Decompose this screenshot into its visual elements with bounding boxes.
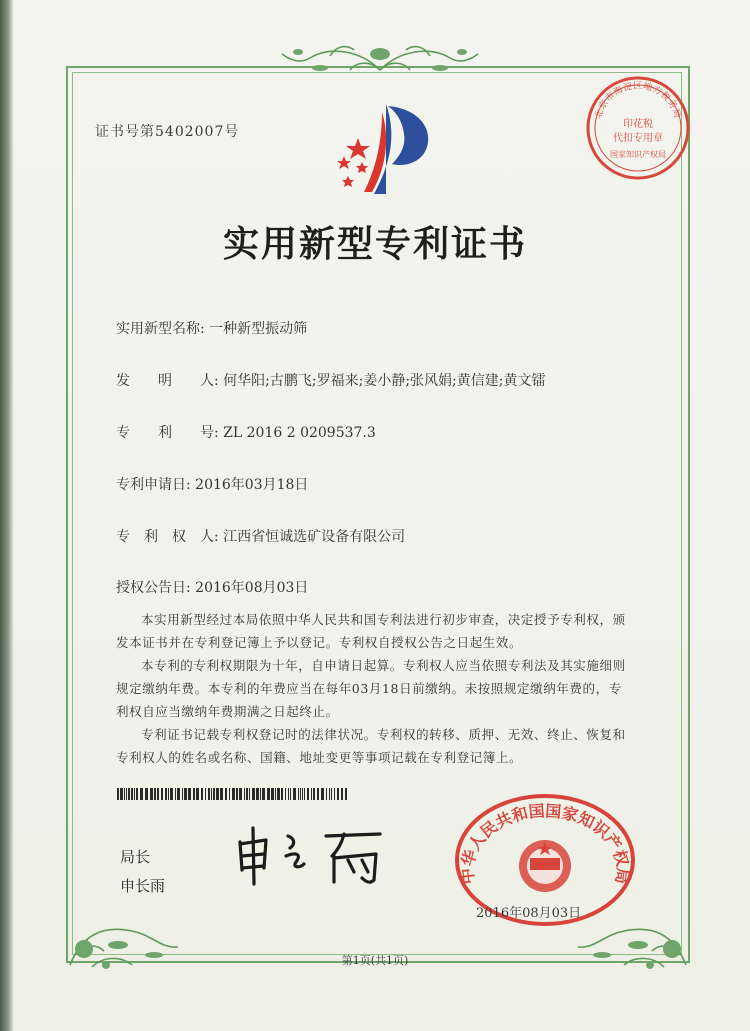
seal-date: 2016年08月03日	[476, 906, 582, 921]
body-line: 利权自应当缴纳年费期满之日起终止。	[116, 704, 339, 719]
field-value: 何华阳;古鹏飞;罗福来;姜小静;张风娟;黄信建;黄文镭	[223, 373, 546, 389]
barcode	[117, 788, 349, 800]
page-number: 第1页(共1页)	[341, 954, 409, 967]
field-label: 授权公告日:	[116, 580, 191, 596]
certificate-number: 证书号第5402007号	[95, 124, 240, 140]
field-value: 2016年08月03日	[195, 580, 309, 596]
body-line: 本专利的专利权期限为十年，自申请日起算。专利权人应当依照专利法及其实施细则	[141, 658, 626, 673]
field-value: 江西省恒诚选矿设备有限公司	[223, 529, 406, 545]
body-line: 专利证书记载专利权登记时的法律状况。专利权的转移、质押、无效、终止、恢复和	[141, 727, 626, 742]
body-line: 本实用新型经过本局依照中华人民共和国专利法进行初步审查，决定授予专利权，颁	[141, 612, 626, 627]
field-patentee	[116, 526, 405, 546]
field-utility-model-name	[116, 318, 307, 338]
tax-stamp-line3: 国家知识产权局	[610, 150, 666, 159]
tax-stamp-line2: 代扣专用章	[613, 133, 663, 144]
patent-office-logo	[328, 98, 440, 198]
top-ornament	[270, 40, 490, 84]
body-line: 规定缴纳年费。本专利的年费应当在每年03月18日前缴纳。未按照规定缴纳年费的，专	[116, 681, 622, 696]
certificate-title: 实用新型专利证书	[222, 223, 527, 265]
field-grant-date	[116, 577, 308, 597]
certificate-body	[116, 608, 646, 769]
seal-arc-text: 中华人民共和国国家知识产权局	[457, 801, 633, 886]
field-label: 专 利 号:	[116, 425, 219, 441]
body-line: 专利权人的姓名或名称、国籍、地址变更等事项记载在专利登记簿上。	[116, 750, 523, 765]
body-line: 发本证书并在专利登记簿上予以登记。专利权自授权公告之日起生效。	[116, 635, 523, 650]
tax-stamp-arc-text: 北京市海淀区地方税务局	[593, 81, 683, 121]
field-patent-number	[116, 422, 376, 442]
field-label: 专 利 权 人:	[116, 529, 219, 545]
field-label: 实用新型名称:	[116, 321, 205, 337]
field-label: 专利申请日:	[116, 477, 191, 493]
signatory-name: 申长雨	[120, 877, 166, 895]
field-inventors	[116, 370, 545, 390]
tax-stamp-line1: 印花税	[623, 119, 653, 130]
tax-stamp	[583, 73, 693, 183]
handwritten-signature	[230, 822, 390, 892]
field-value: 2016年03月18日	[195, 477, 309, 493]
field-application-date	[116, 474, 308, 494]
signatory-title: 局长	[120, 848, 151, 866]
field-value: ZL 2016 2 0209537.3	[223, 425, 376, 441]
field-value: 一种新型振动筛	[209, 321, 308, 337]
page-edge-shadow	[0, 0, 14, 1031]
field-label: 发 明 人:	[116, 373, 219, 389]
